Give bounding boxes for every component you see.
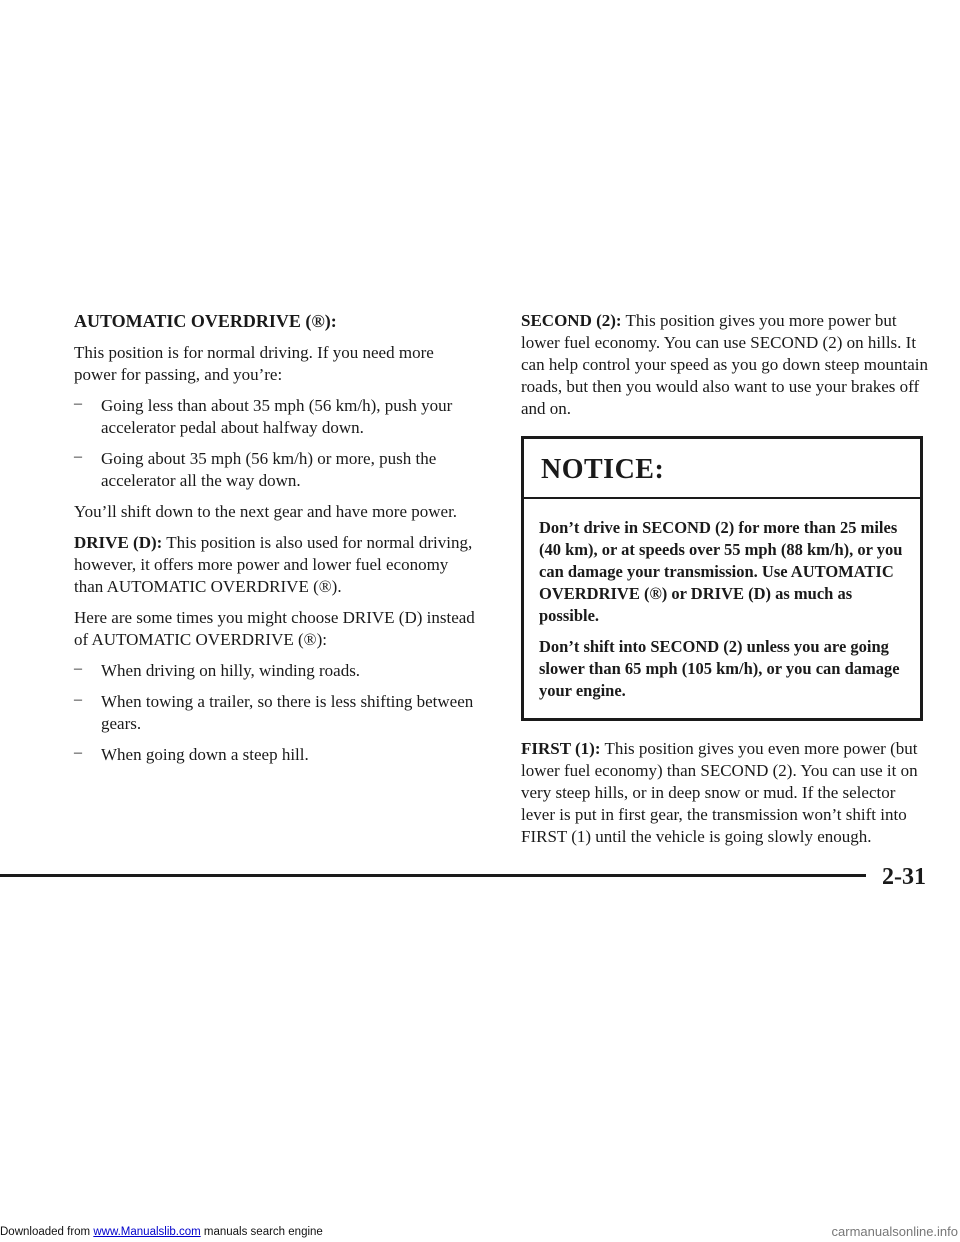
dash-mark: – [74, 691, 82, 708]
second-paragraph [521, 310, 929, 420]
first-text: This position gives you even more power (but lower fuel economy) than SECOND (2). You can use it on very steep hills, or in deep snow or mud. If the selector lever is put in first gear, the transmission won’t shift into FIRST (1) until the vehicle is going slowly enough. [521, 739, 918, 846]
list-item [74, 660, 480, 682]
notice-paragraph: Don’t shift into SECOND (2) unless you are going slower than 65 mph (105 km/h), or you can damage your engine. [539, 637, 900, 700]
dash-mark: – [74, 744, 82, 761]
footer-suffix: manuals search engine [200, 1226, 323, 1238]
overdrive-intro: This position is for normal driving. If you need more power for passing, and you’re: [74, 343, 434, 384]
times-text: Here are some times you might choose DRIVE (D) instead of AUTOMATIC OVERDRIVE (®): [74, 608, 475, 649]
download-footer [0, 1226, 323, 1238]
list-item-text: When driving on hilly, winding roads. [101, 661, 361, 680]
notice-title: NOTICE: [524, 439, 920, 499]
list-item-text: Going less than about 35 mph (56 km/h), push your accelerator pedal about halfway down. [101, 396, 453, 437]
dash-mark: – [74, 395, 82, 412]
notice-paragraph: Don’t drive in SECOND (2) for more than 25 miles (40 km), or at speeds over 55 mph (88 km/h), or you can damage your transmission. Use AUTOMATIC OVERDRIVE (®) or DRIVE (D) as much as possible. [539, 518, 903, 625]
list-item-text: When going down a steep hill. [101, 745, 309, 764]
drive-text: This position is also used for normal driving, however, it offers more power and lower fuel economy than AUTOMATIC OVERDRIVE (®). [74, 533, 473, 596]
list-item-text: Going about 35 mph (56 km/h) or more, push the accelerator all the way down. [101, 449, 437, 490]
first-heading: FIRST (1): [521, 739, 601, 758]
list-item [74, 448, 480, 492]
page-number: 2-31 [882, 864, 926, 890]
second-text: This position gives you more power but lower fuel economy. You can use SECOND (2) on hills. It can help control your speed as you go down steep mountain roads, but then you would also want to use your brakes off and on. [521, 311, 928, 418]
list-item-text: When towing a trailer, so there is less shifting between gears. [101, 692, 474, 733]
list-item [74, 395, 480, 439]
manualslib-link[interactable]: www.Manualslib.com [93, 1226, 201, 1238]
list-item [74, 691, 480, 735]
drive-paragraph [74, 532, 480, 598]
dash-mark: – [74, 660, 82, 677]
notice-box [521, 436, 923, 721]
dash-mark: – [74, 448, 82, 465]
shift-down-text: You’ll shift down to the next gear and have more power. [74, 502, 458, 521]
notice-body [524, 499, 920, 718]
second-heading: SECOND (2): [521, 311, 622, 330]
list-item [74, 744, 480, 766]
first-paragraph [521, 738, 929, 848]
drive-heading: DRIVE (D): [74, 533, 163, 552]
left-column [74, 310, 480, 775]
bottom-rule [0, 874, 866, 877]
watermark-text: carmanualsonline.info [831, 1224, 958, 1239]
overdrive-heading: AUTOMATIC OVERDRIVE (®): [74, 311, 337, 331]
right-column [521, 310, 929, 857]
footer-prefix: Downloaded from [0, 1226, 94, 1238]
